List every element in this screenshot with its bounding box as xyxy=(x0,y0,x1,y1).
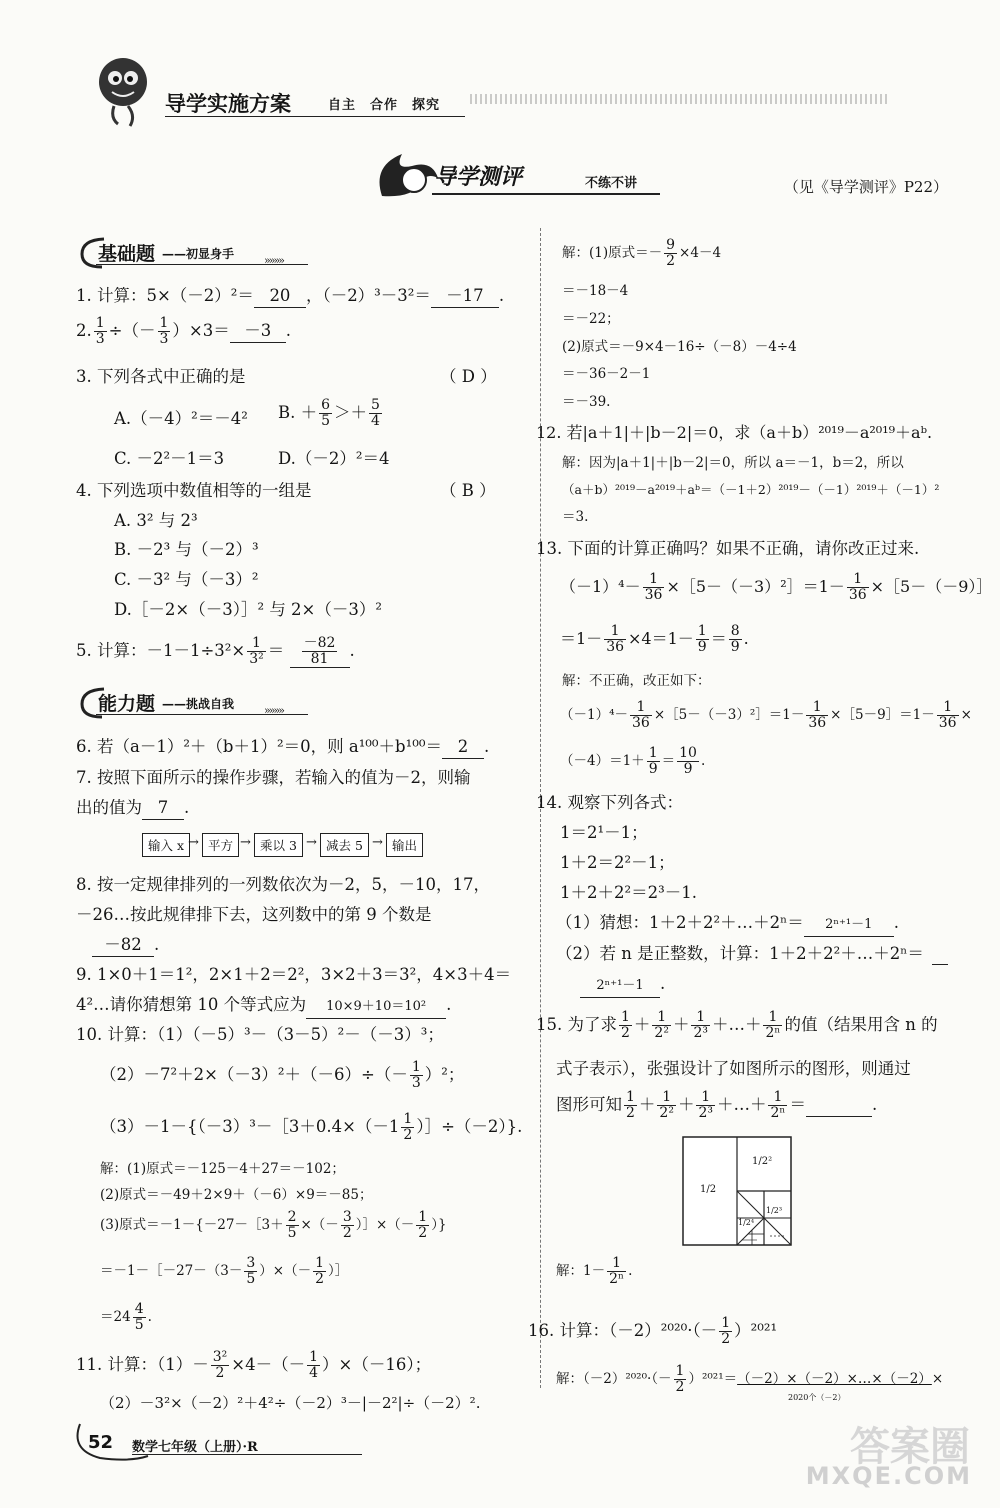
equation-3: 1＋2＋2²＝2³－1. xyxy=(560,883,697,902)
answer-blank: 20 xyxy=(254,285,306,308)
answer-blank xyxy=(806,1094,872,1117)
question-14-part2: （2）若 n 是正整数，计算：1＋2＋2²＋…＋2ⁿ＝ xyxy=(556,944,924,963)
banner-title: 导学测评 xyxy=(434,165,523,190)
flow-box: 输入 x xyxy=(142,833,190,857)
option-d: D.（－2）²＝4 xyxy=(278,449,390,468)
solution-10-5: ＝24 $\frac{4}{5}$ . xyxy=(100,1301,152,1333)
answer-blank: －3 xyxy=(230,320,286,343)
question-10-part3: （3）－1－{（－3）³－［3＋0.4×（－1 $\frac{1}{2}$ ）］÷（－2）}. xyxy=(100,1111,523,1143)
question-10: 10. 计算：（1）（－5）³－（3－5）²－（－3）³； xyxy=(76,1025,444,1044)
solution-13-2: （－1）⁴－ $\frac{1}{36}$ ×［5－（－3）²］＝1－ $\frac{1}{36}$ ×［5－9］＝1－ $\frac{1}{36}$ × xyxy=(560,699,972,731)
option-a: A.（－4）²＝－4² xyxy=(114,409,248,428)
answer-blank: 2 xyxy=(442,736,484,759)
flow-box: 减去 5 xyxy=(320,833,369,857)
option-b: B. －2³ 与（－2）³ xyxy=(114,540,259,559)
flow-box: 乘以 3 xyxy=(254,833,303,857)
answer-blank: 7 xyxy=(142,797,184,820)
solution-11-4: (2)原式＝－9×4－16÷（－8）－4÷4 xyxy=(562,339,797,355)
answer-blank: 2ⁿ⁺¹－1 xyxy=(580,975,660,998)
question-9: 9. 1×0＋1＝1²，2×1＋2＝2²，3×2＋3＝3²，4×3＋4＝ xyxy=(76,965,512,984)
option-c: C. －2²－1＝3 xyxy=(114,449,225,468)
blank-tail xyxy=(932,964,948,965)
section-basic-title: 基础题 xyxy=(98,243,156,265)
banner-rule xyxy=(432,193,660,195)
question-15-line2: 式子表示），张强设计了如图所示的图形，则通过 xyxy=(556,1059,911,1078)
solution-10-1: 解：(1)原式＝－125－4＋27＝－102； xyxy=(100,1161,345,1177)
header-dots xyxy=(470,94,890,104)
solution-13-3: （－4）＝1＋ $\frac{1}{9}$ ＝ $\frac{10}{9}$ . xyxy=(560,745,706,777)
question-4-answer: （ B ） xyxy=(440,481,496,500)
question-4: 4. 下列选项中数值相等的一组是 xyxy=(76,481,312,500)
answer-blank: 10×9＋10＝10² xyxy=(306,996,446,1019)
arrow-icon: → xyxy=(306,835,317,850)
answer-blank: －82 xyxy=(92,934,154,957)
equation-2: 1＋2＝2²－1； xyxy=(560,853,675,872)
question-14: 14. 观察下列各式： xyxy=(536,793,683,812)
question-1: 1. 计算：5×（－2）²＝ 20 ，（－2）³－3²＝ －17 . xyxy=(76,285,504,308)
solution-11-5: ＝－36－2－1 xyxy=(562,366,651,382)
chevrons-icon: »»»» xyxy=(264,254,283,267)
option-b: B. ＋ $\frac{6}{5}$ ＞＋ $\frac{5}{4}$ xyxy=(278,397,380,429)
arrow-icon: → xyxy=(240,835,251,850)
section-basic-subtitle: ——初显身手 xyxy=(162,247,235,261)
mascot-icon xyxy=(92,52,154,130)
question-15-line3: 图形可知 $\frac{1}{2}$ ＋ $\frac{1}{\text{2²}}$ ＋ $\frac{1}{\text{2³}}$ ＋…＋ $\frac{1}{\text{2ⁿ}}$ ＝ . xyxy=(556,1089,878,1121)
question-6: 6. 若（a－1）²＋（b＋1）²＝0，则 a¹⁰⁰＋b¹⁰⁰＝ 2 . xyxy=(76,736,489,759)
question-12: 12. 若|a＋1|＋|b－2|＝0，求（a＋b）²⁰¹⁹－a²⁰¹⁹＋aᵇ. xyxy=(536,423,933,442)
figure-label-quarter: 1/2² xyxy=(752,1156,773,1167)
option-d: D.［－2×（－3）］² 与 2×（－3）² xyxy=(114,600,382,619)
solution-11-6: ＝－39. xyxy=(562,394,611,410)
question-15: 15. 为了求 $\frac{1}{2}$ ＋ $\frac{1}{\text{2²}}$ ＋ $\frac{1}{\text{2³}}$ ＋…＋ $\frac{1}{\text{2ⁿ}}$ 的值（结果用含 n 的 xyxy=(536,1009,938,1041)
question-14-part1: （1）猜想：1＋2＋2²＋…＋2ⁿ＝ 2ⁿ⁺¹－1 . xyxy=(556,912,899,937)
question-16: 16. 计算：（－2）²⁰²⁰·（－ $\frac{1}{2}$ ）²⁰²¹ xyxy=(528,1315,778,1347)
solution-10-2: (2)原式＝－49＋2×9＋（－6）×9＝－85； xyxy=(100,1187,373,1203)
header-rule xyxy=(165,116,465,117)
section-ability xyxy=(78,686,308,720)
answer-blank: －17 xyxy=(431,285,499,308)
question-10-part2: （2）－7²＋2×（－3）²＋（－6）÷（－ $\frac{1}{3}$ ）²； xyxy=(100,1059,465,1091)
solution-12-1: 解：因为|a＋1|＋|b－2|＝0，所以 a＝－1，b＝2，所以 xyxy=(562,455,904,471)
solution-16: 解：（－2）²⁰²⁰·（－ $\frac{1}{2}$ ）²⁰²¹＝（－2）×（－2）×…×（－2）× xyxy=(556,1363,944,1395)
flow-box: 输出 xyxy=(386,833,423,857)
solution-11-2: ＝－18－4 xyxy=(562,283,629,299)
arrow-icon: → xyxy=(372,835,383,850)
question-8-line3: －82 . xyxy=(92,934,159,957)
question-2: 2. $\frac{1}{3}$ ÷（－ $\frac{1}{3}$ ）×3＝ －3 . xyxy=(76,315,291,347)
solution-15: 解：1－ $\frac{1}{\text{2ⁿ}}$ . xyxy=(556,1255,633,1287)
square-figure xyxy=(682,1136,792,1246)
flowchart xyxy=(142,833,432,857)
solution-12-3: ＝3. xyxy=(562,509,589,525)
underbrace-label: 2020个（－2） xyxy=(788,1393,846,1402)
question-9-line2: 4²…请你猜想第 10 个等式应为 10×9＋10＝10² . xyxy=(76,994,451,1019)
footer-rule xyxy=(132,1454,362,1455)
watermark-logo: 答案圈 xyxy=(850,1424,970,1470)
question-5: 5. 计算：－1－1÷3²× $\frac{1}{\text{3²}}$ ＝ $\frac{-82}{81}$ . xyxy=(76,635,355,667)
reference-note: （见《导学测评》P22） xyxy=(783,178,948,196)
solution-13-1: 解：不正确，改正如下： xyxy=(562,673,711,689)
header-subtitle: 自主 合作 探究 xyxy=(328,98,441,113)
question-3-answer: （ D ） xyxy=(440,367,497,386)
option-c: C. －3² 与（－3）² xyxy=(114,570,259,589)
banner-subtitle: 不练不讲 xyxy=(585,176,638,191)
question-8-line2: －26…按此规律排下去，这列数中的第 9 个数是 xyxy=(76,905,432,924)
question-7: 7. 按照下面所示的操作步骤，若输入的值为－2，则输 xyxy=(76,768,471,787)
question-8: 8. 按一定规律排列的一列数依次为－2，5，－10，17， xyxy=(76,875,490,894)
figure-label-sixteenth: 1/2⁴ xyxy=(738,1218,755,1227)
footer-page-number: 52 xyxy=(88,1432,114,1453)
section-ability-title: 能力题 xyxy=(98,693,156,715)
solution-11-3: ＝－22； xyxy=(562,311,620,327)
solution-10-4: ＝－1－［－27－（3－ $\frac{3}{5}$ ）×（－ $\frac{1}{2}$ ）］ xyxy=(100,1255,349,1287)
chevrons-icon: »»»» xyxy=(264,704,283,717)
question-13: 13. 下面的计算正确吗？如果不正确，请你改正过来. xyxy=(536,539,920,558)
question-11-part2: （2）－3²×（－2）²＋4²÷（－2）³－|－2²|÷（－2）². xyxy=(100,1394,481,1412)
solution-11-1: 解：(1)原式＝－ $\frac{9}{2}$ ×4－4 xyxy=(562,237,722,269)
footer-text: 数学七年级（上册）·R xyxy=(132,1440,258,1455)
arrow-icon: → xyxy=(188,835,199,850)
question-3: 3. 下列各式中正确的是 xyxy=(76,367,246,386)
question-13-line2: ＝1－ $\frac{1}{36}$ ×4＝1－ $\frac{1}{9}$ ＝ $\frac{8}{9}$ . xyxy=(560,623,749,655)
answer-blank: $\frac{-82}{81}$ xyxy=(290,636,350,668)
question-11: 11. 计算：（1）－ $\frac{\text{3²}}{2}$ ×4－（－ $\frac{1}{4}$ ）×（－16）； xyxy=(76,1349,432,1381)
equation-1: 1＝2¹－1； xyxy=(560,823,648,842)
option-a: A. 3² 与 2³ xyxy=(114,511,198,530)
figure-label-half: 1/2 xyxy=(700,1184,717,1195)
question-13-line1: （－1）⁴－ $\frac{1}{36}$ ×［5－（－3）²］＝1－ $\frac{1}{36}$ ×［5－（－9）］ xyxy=(560,571,993,603)
solution-10-3: (3)原式＝－1－{－27－［3＋ $\frac{2}{5}$ ×（－ $\frac{3}{2}$ ）］×（－ $\frac{1}{2}$ ）} xyxy=(100,1209,447,1241)
header-title: 导学实施方案 xyxy=(165,92,291,116)
section-basic xyxy=(78,236,308,270)
section-ability-subtitle: ——挑战自我 xyxy=(162,697,235,711)
watermark-url: MXQE.COM xyxy=(805,1462,972,1490)
solution-12-2: （a＋b）²⁰¹⁹－a²⁰¹⁹＋aᵇ＝（－1＋2）²⁰¹⁹－（－1）²⁰¹⁹＋（－1）² xyxy=(562,482,940,497)
question-7-line2: 出的值为 7 . xyxy=(76,797,189,820)
question-14-part2-answer: 2ⁿ⁺¹－1 . xyxy=(580,973,665,998)
flow-box: 平方 xyxy=(202,833,239,857)
answer-blank: 2ⁿ⁺¹－1 xyxy=(804,914,894,937)
figure-label-eighth: 1/2³ xyxy=(766,1206,783,1215)
